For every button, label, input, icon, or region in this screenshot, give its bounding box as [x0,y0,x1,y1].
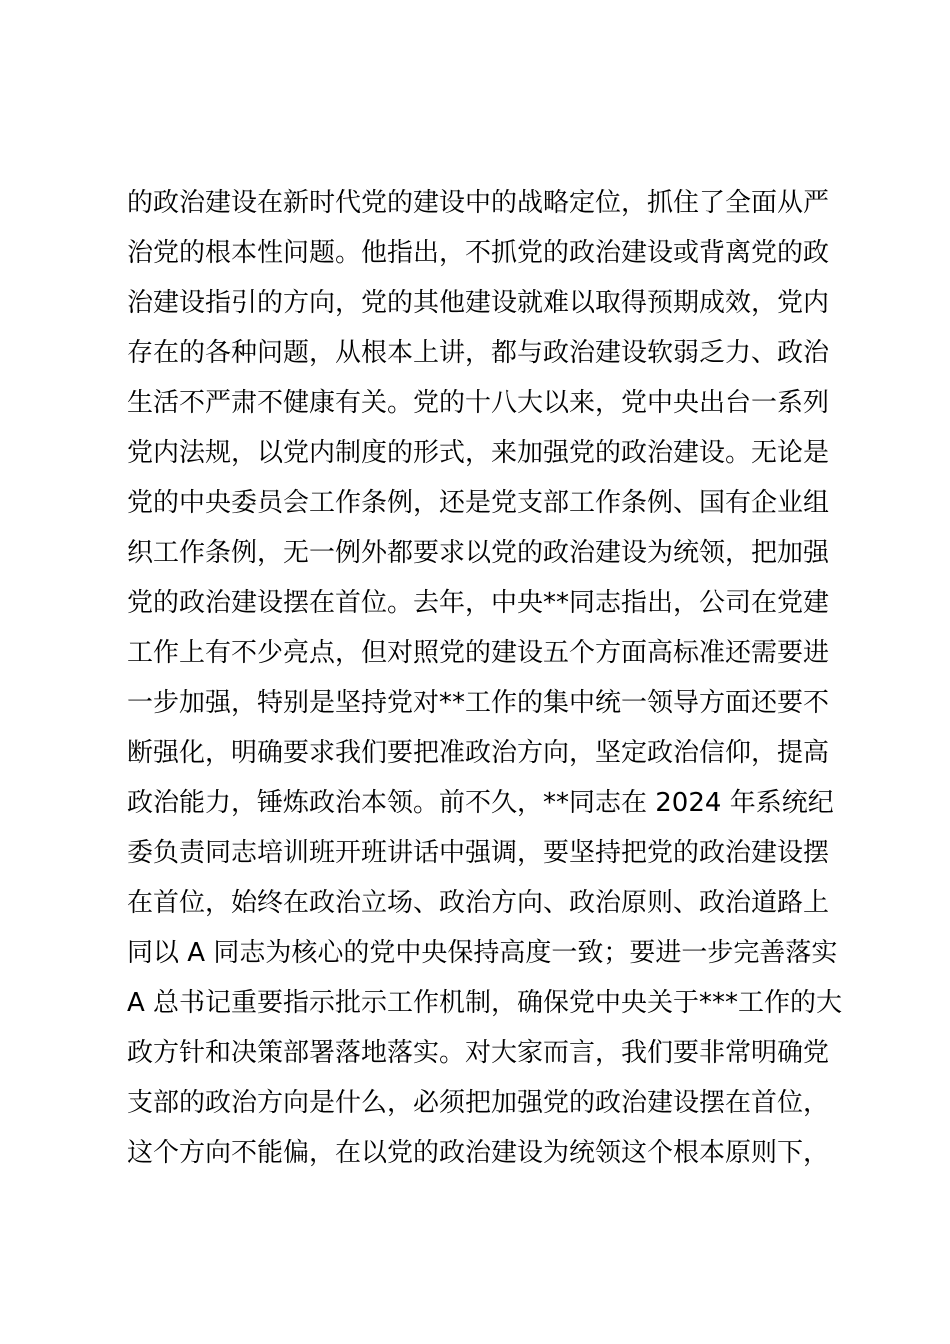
text-line: A 总书记重要指示批示工作机制，确保党中央关于***工作的大 [127,988,843,1018]
text-line: 工作上有不少亮点，但对照党的建设五个方面高标准还需要进 [127,638,830,668]
text-line: 生活不严肃不健康有关。党的十八大以来，党中央出台一系列 [127,388,830,418]
text-line: 存在的各种问题，从根本上讲，都与政治建设软弱乏力、政治 [127,338,830,368]
text-line: 织工作条例，无一例外都要求以党的政治建设为统领，把加强 [127,538,830,568]
body-paragraph [127,178,847,1178]
text-line: 政治能力，锤炼政治本领。前不久，**同志在 2024 年系统纪 [127,788,834,818]
text-line: 党内法规，以党内制度的形式，来加强党的政治建设。无论是 [127,438,830,468]
text-line: 党的政治建设摆在首位。去年，中央**同志指出，公司在党建 [127,588,830,618]
text-line: 党的中央委员会工作条例，还是党支部工作条例、国有企业组 [127,488,830,518]
text-line: 支部的政治方向是什么，必须把加强党的政治建设摆在首位， [127,1088,830,1118]
text-line: 在首位，始终在政治立场、政治方向、政治原则、政治道路上 [127,888,830,918]
text-line: 政方针和决策部署落地落实。对大家而言，我们要非常明确党 [127,1038,830,1068]
text-line: 这个方向不能偏，在以党的政治建设为统领这个根本原则下， [127,1138,830,1168]
text-line: 治建设指引的方向，党的其他建设就难以取得预期成效，党内 [127,288,830,318]
text-line: 委负责同志培训班开班讲话中强调，要坚持把党的政治建设摆 [127,838,830,868]
text-line: 治党的根本性问题。他指出，不抓党的政治建设或背离党的政 [127,238,830,268]
text-line: 的政治建设在新时代党的建设中的战略定位，抓住了全面从严 [127,188,830,218]
text-line: 一步加强，特别是坚持党对**工作的集中统一领导方面还要不 [127,688,830,718]
text-line: 同以 A 同志为核心的党中央保持高度一致；要进一步完善落实 [127,938,838,968]
text-line: 断强化，明确要求我们要把准政治方向，坚定政治信仰，提高 [127,738,830,768]
